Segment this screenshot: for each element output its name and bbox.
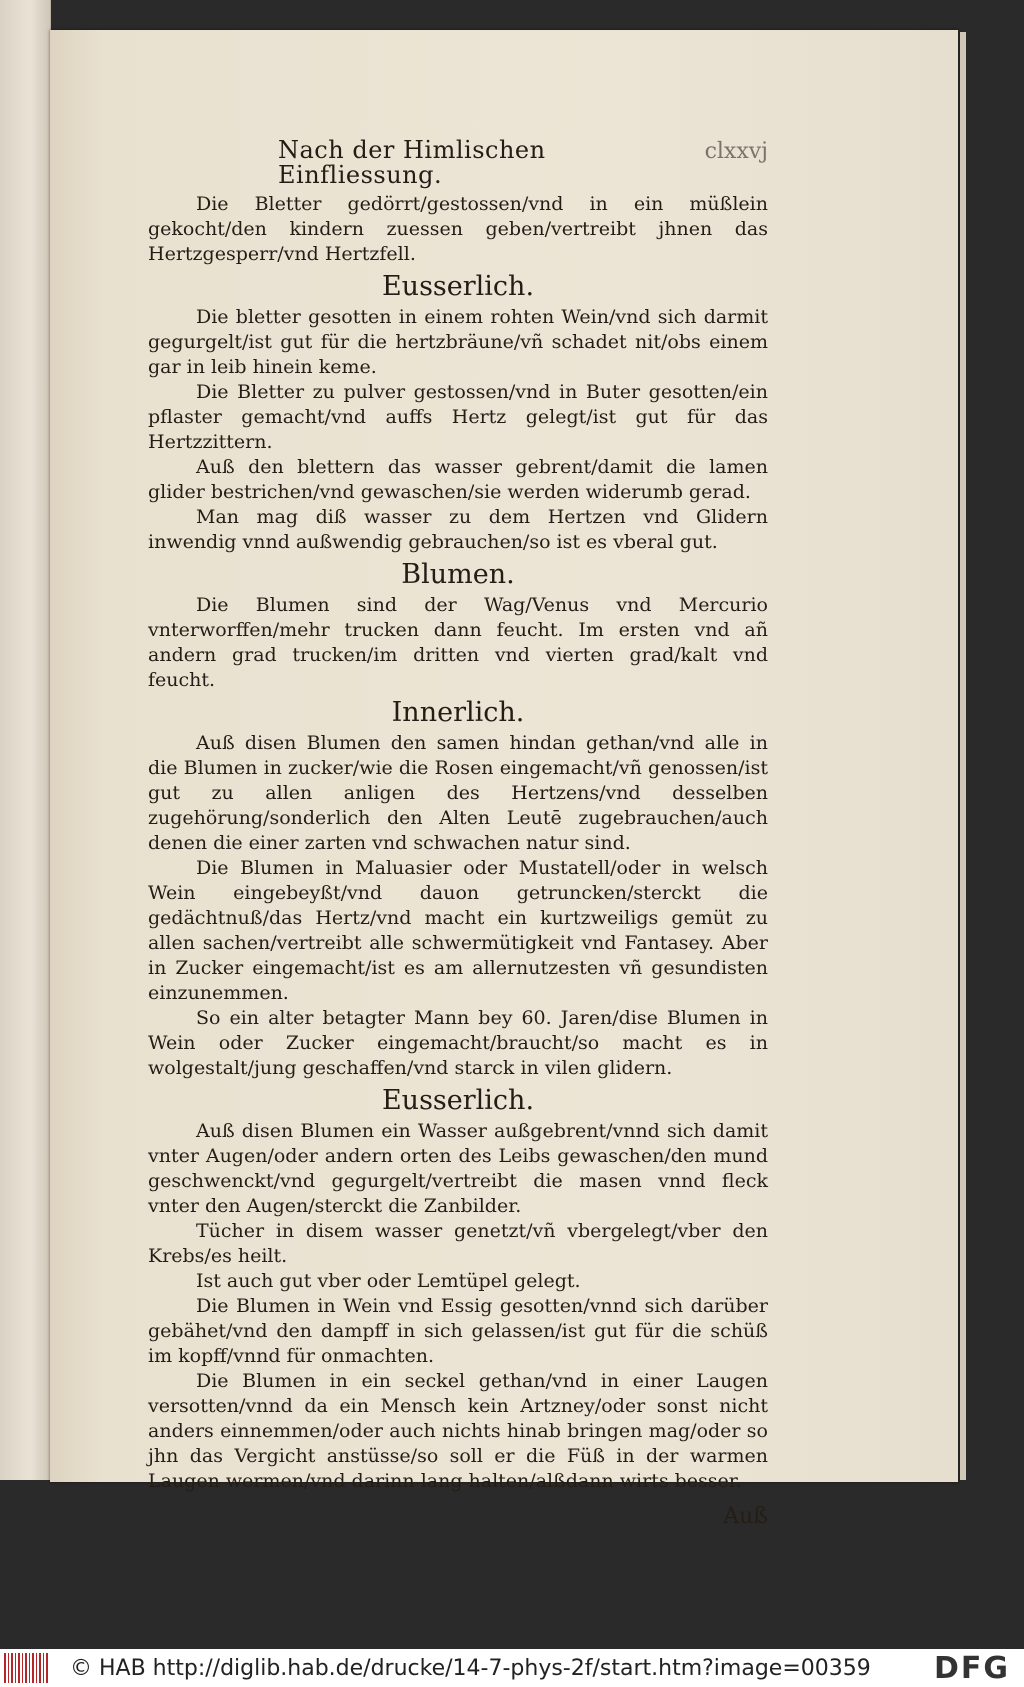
paragraph: So ein alter betagter Mann bey 60. Jaren/dise Blumen in Wein oder Zucker eingemacht/braucht/so macht es in wolgestalt/jung geschaffen/vnd starck in vilen glidern.	[148, 1007, 768, 1079]
paragraph: Ist auch gut vber oder Lemtüpel gelegt.	[196, 1270, 581, 1292]
paragraph: Die bletter gesotten in einem rohten Wein/vnd sich darmit gegurgelt/ist gut für die hertzbräune/vñ schadet nit/obs einem gar in leib hinein keme.	[148, 306, 768, 378]
paragraph: Auß disen Blumen ein Wasser außgebrent/vnnd sich damit vnter Augen/oder andern orten des Leibs gewaschen/den mund geschwenckt/vnd gegurgelt/vertreibt die masen vnnd fleck vnter den Augen/sterckt die Zanbilder.	[148, 1120, 768, 1217]
section-heading: Blumen.	[401, 559, 515, 590]
viewer-footer	[0, 1649, 1024, 1687]
section-heading: Eusserlich.	[381, 271, 535, 302]
page-fore-edge	[960, 32, 966, 1480]
running-head: Nach der Himlischen Einfliessung.	[278, 136, 546, 189]
copyright-url[interactable]: © HAB http://diglib.hab.de/drucke/14-7-phys-2f/start.htm?image=00359	[70, 1655, 871, 1681]
folio-number: clxxvj	[704, 139, 768, 164]
facing-page-edge	[0, 0, 51, 1480]
page-text	[148, 138, 768, 1529]
paragraph: Auß den blettern das wasser gebrent/damit die lamen glider bestrichen/vnd gewaschen/sie werden widerumb gerad.	[148, 456, 768, 503]
paragraph: Die Bletter zu pulver gestossen/vnd in Buter gesotten/ein pflaster gemacht/vnd auffs Hertz gelegt/ist gut für das Hertzzittern.	[148, 381, 768, 453]
paragraph: Auß disen Blumen den samen hindan gethan/vnd alle in die Blumen in zucker/wie die Rosen eingemacht/vñ genossen/ist gut zu allen anligen des Hertzens/vnd desselben zugehörung/sonderlich den Alten Leutē zugebrauchen/auch denen die einer zarten vnd schwachen natur sind.	[148, 732, 768, 854]
barcode-icon	[4, 1653, 50, 1683]
paragraph: Die Blumen sind der Wag/Venus vnd Mercurio vnterworffen/mehr trucken dann feucht. Im ersten vnd añ andern grad trucken/im dritten vnd vierten grad/kalt vnd feucht.	[148, 594, 768, 691]
page-header	[148, 138, 768, 188]
paragraph: Die Blumen in ein seckel gethan/vnd in einer Laugen versotten/vnnd da ein Mensch kein Artzney/oder sonst nicht anders einnemmen/oder auch nichts hinab bringen mag/oder so jhn das Vergicht anstüsse/so soll er die Füß in der warmen Laugen wermen/vnd darinn lang halten/alßdann wirts besser.	[148, 1370, 768, 1492]
page-body	[148, 192, 768, 1494]
paragraph: Die Blumen in Wein vnd Essig gesotten/vnnd sich darüber gebähet/vnd den dampff in sich gelassen/ist gut für die schüß im kopff/vnnd für onmachten.	[148, 1295, 768, 1367]
paragraph: Die Blumen in Maluasier oder Mustatell/oder in welsch Wein eingebeyßt/vnd dauon getruncken/sterckt die gedächtnuß/das Hertz/vnd macht ein kurtzweiligs gemüt zu allen sachen/vertreibt alle schwermütigkeit vnd Fantasey. Aber in Zucker eingemacht/ist es am allernutzesten vñ gesundisten einzunemmen.	[148, 857, 768, 1004]
paragraph: Die Bletter gedörrt/gestossen/vnd in ein müßlein gekocht/den kindern zuessen geben/vertreibt jhnen das Hertzgesperr/vnd Hertzfell.	[148, 193, 768, 265]
catchword: Auß	[723, 1504, 768, 1529]
section-heading: Innerlich.	[391, 697, 525, 728]
dfg-logo: DFG	[933, 1650, 1010, 1686]
paragraph: Tücher in disem wasser genetzt/vñ vbergelegt/vber den Krebs/es heilt.	[148, 1220, 768, 1267]
paragraph: Man mag diß wasser zu dem Hertzen vnd Glidern inwendig vnnd außwendig gebrauchen/so ist es vberal gut.	[148, 506, 768, 553]
section-heading: Eusserlich.	[381, 1085, 535, 1116]
